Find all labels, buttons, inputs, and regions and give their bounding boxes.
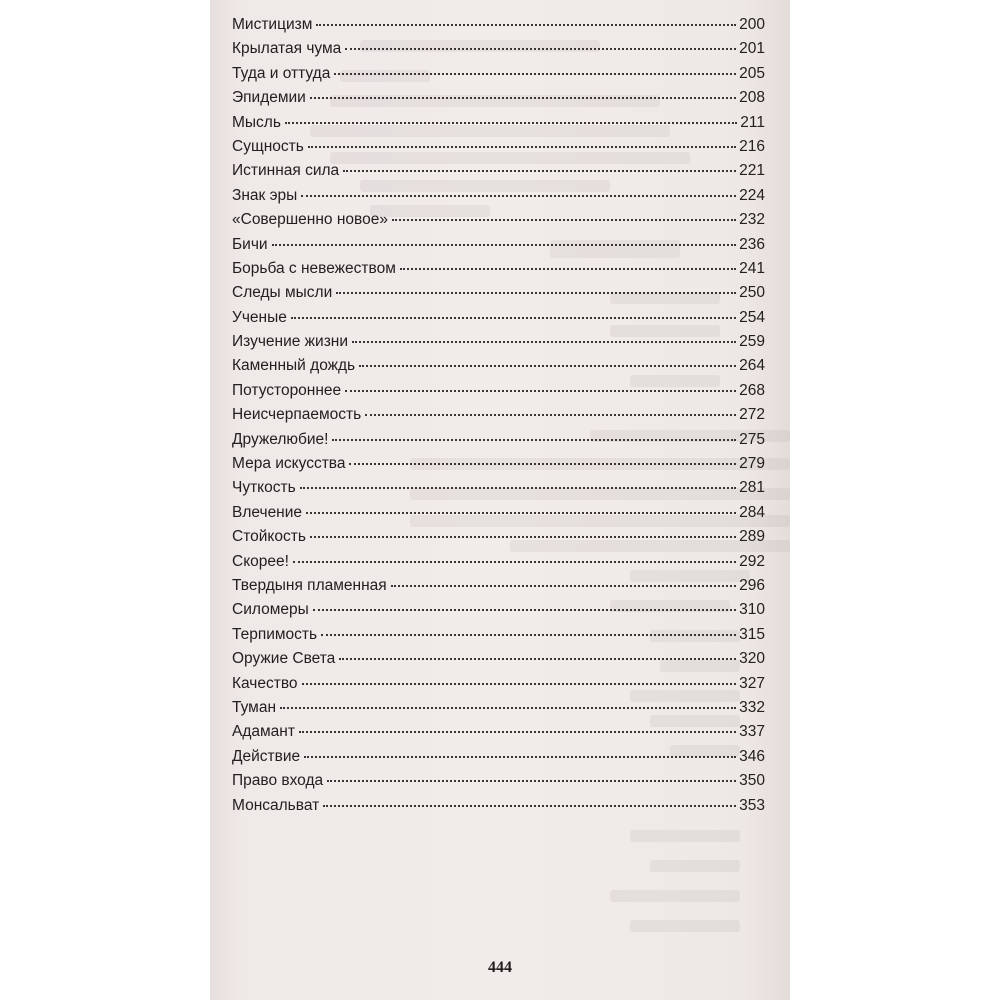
toc-entry-page: 254 xyxy=(739,308,765,326)
toc-entry-page: 211 xyxy=(740,113,765,131)
toc-entry-title: Право входа xyxy=(232,772,324,790)
toc-entry-title: Качество xyxy=(232,674,298,692)
dot-leader xyxy=(332,439,736,441)
toc-entry-page: 208 xyxy=(739,89,765,107)
toc-entry-title: Туман xyxy=(232,698,277,716)
toc-entry-page: 296 xyxy=(739,576,765,594)
toc-entry xyxy=(232,211,765,235)
toc-entry-page: 232 xyxy=(739,211,765,229)
toc-entry-page: 221 xyxy=(739,162,765,180)
toc-entry xyxy=(232,431,765,455)
toc-entry xyxy=(232,357,765,381)
toc-entry-page: 320 xyxy=(739,650,765,668)
toc-entry-title: Мистицизм xyxy=(232,16,313,33)
toc-entry-page: 346 xyxy=(739,747,765,765)
toc-entry-title: Неисчерпаемость xyxy=(232,406,362,424)
toc-entry xyxy=(232,601,765,625)
dot-leader xyxy=(339,658,736,660)
toc-entry-title: Эпидемии xyxy=(232,89,306,107)
toc-entry xyxy=(232,772,765,796)
toc-entry xyxy=(232,748,765,772)
toc-entry xyxy=(232,65,765,89)
toc-entry xyxy=(232,138,765,162)
dot-leader xyxy=(293,561,736,563)
toc-entry-title: Потустороннее xyxy=(232,381,342,399)
toc-entry-page: 353 xyxy=(739,796,765,814)
dot-leader xyxy=(306,512,736,514)
toc-entry xyxy=(232,260,765,284)
toc-entry-title: Силомеры xyxy=(232,601,309,619)
dot-leader xyxy=(345,390,736,392)
toc-entry-page: 250 xyxy=(739,284,765,302)
dot-leader xyxy=(343,170,736,172)
toc-entry-title: Адамант xyxy=(232,723,295,741)
toc-entry-title: «Совершенно новое» xyxy=(232,211,388,229)
dot-leader xyxy=(291,317,736,319)
toc-entry xyxy=(232,187,765,211)
dot-leader xyxy=(359,365,736,367)
toc-entry-page: 292 xyxy=(739,552,765,570)
toc-entry-page: 327 xyxy=(739,674,765,692)
toc-entry-title: Знак эры xyxy=(232,186,298,204)
toc-entry-page: 259 xyxy=(739,333,765,351)
toc-entry-title: Дружелюбие! xyxy=(232,430,329,448)
toc-entry xyxy=(232,479,765,503)
toc-entry xyxy=(232,382,765,406)
dot-leader xyxy=(327,780,736,782)
toc-entry-page: 264 xyxy=(739,357,765,375)
toc-entry-page: 350 xyxy=(739,772,765,790)
toc-entry xyxy=(232,553,765,577)
dot-leader xyxy=(301,195,736,197)
toc-entry-page: 284 xyxy=(739,503,765,521)
dot-leader xyxy=(299,731,736,733)
toc-entry-page: 281 xyxy=(739,479,765,497)
dot-leader xyxy=(280,707,736,709)
toc-entry-page: 272 xyxy=(739,406,765,424)
toc-entry-title: Монсальват xyxy=(232,796,320,814)
dot-leader xyxy=(392,219,736,221)
toc-entry-page: 241 xyxy=(739,259,765,277)
toc-entry-title: Твердыня пламенная xyxy=(232,576,387,594)
toc-entry-title: Изучение жизни xyxy=(232,333,349,351)
toc-entry-page: 268 xyxy=(739,381,765,399)
toc-entry-title: Мера искусства xyxy=(232,455,346,473)
toc-entry xyxy=(232,504,765,528)
dot-leader xyxy=(316,24,736,26)
toc-entry-title: Истинная сила xyxy=(232,162,340,180)
toc-entry-title: Сущность xyxy=(232,137,304,155)
dot-leader xyxy=(304,756,736,758)
toc-entry-title: Следы мысли xyxy=(232,284,333,302)
toc-entry-page: 275 xyxy=(739,430,765,448)
book-page xyxy=(210,0,790,1000)
dot-leader xyxy=(349,463,736,465)
toc-entry-page: 224 xyxy=(739,186,765,204)
dot-leader xyxy=(302,683,737,685)
toc-entry-page: 201 xyxy=(739,40,765,58)
toc-entry-title: Ученые xyxy=(232,308,287,326)
toc-entry xyxy=(232,236,765,260)
toc-entry-title: Борьба с невежеством xyxy=(232,259,396,277)
toc-entry xyxy=(232,675,765,699)
toc-entry-title: Действие xyxy=(232,747,301,765)
dot-leader xyxy=(313,609,736,611)
toc-entry xyxy=(232,333,765,357)
dot-leader xyxy=(336,292,736,294)
toc-entry xyxy=(232,89,765,113)
toc-entry-title: Бичи xyxy=(232,235,268,253)
dot-leader xyxy=(310,536,736,538)
dot-leader xyxy=(352,341,736,343)
dot-leader xyxy=(400,268,736,270)
dot-leader xyxy=(300,487,736,489)
toc-entry-title: Скорее! xyxy=(232,552,289,570)
toc-entry-title: Мысль xyxy=(232,113,281,131)
table-of-contents xyxy=(232,16,765,821)
dot-leader xyxy=(334,73,736,75)
dot-leader xyxy=(365,414,736,416)
toc-entry-page: 332 xyxy=(739,698,765,716)
toc-entry-page: 310 xyxy=(739,601,765,619)
toc-entry xyxy=(232,528,765,552)
toc-entry xyxy=(232,577,765,601)
dot-leader xyxy=(391,585,736,587)
toc-entry-title: Стойкость xyxy=(232,528,306,546)
toc-entry xyxy=(232,699,765,723)
dot-leader xyxy=(272,244,737,246)
toc-entry-page: 200 xyxy=(739,16,765,33)
dot-leader xyxy=(345,48,736,50)
page-number: 444 xyxy=(488,959,512,976)
toc-entry-title: Оружие Света xyxy=(232,650,336,668)
toc-entry-page: 279 xyxy=(739,455,765,473)
toc-entry xyxy=(232,797,765,821)
toc-entry xyxy=(232,406,765,430)
toc-entry-page: 236 xyxy=(739,235,765,253)
toc-entry-title: Крылатая чума xyxy=(232,40,342,58)
toc-entry-title: Туда и оттуда xyxy=(232,64,331,82)
toc-entry-page: 289 xyxy=(739,528,765,546)
toc-entry xyxy=(232,284,765,308)
dot-leader xyxy=(323,805,736,807)
toc-entry-title: Терпимость xyxy=(232,625,318,643)
toc-entry-title: Чуткость xyxy=(232,479,296,497)
toc-entry xyxy=(232,723,765,747)
toc-entry xyxy=(232,309,765,333)
toc-entry-page: 315 xyxy=(739,625,765,643)
toc-entry xyxy=(232,162,765,186)
toc-entry-page: 337 xyxy=(739,723,765,741)
dot-leader xyxy=(285,122,737,124)
toc-entry xyxy=(232,114,765,138)
toc-entry-page: 205 xyxy=(739,64,765,82)
dot-leader xyxy=(310,97,736,99)
toc-entry xyxy=(232,455,765,479)
dot-leader xyxy=(308,146,736,148)
toc-entry-page: 216 xyxy=(739,137,765,155)
toc-entry xyxy=(232,16,765,40)
toc-entry-title: Каменный дождь xyxy=(232,357,356,375)
toc-entry-title: Влечение xyxy=(232,503,303,521)
toc-entry xyxy=(232,650,765,674)
toc-entry xyxy=(232,40,765,64)
dot-leader xyxy=(321,634,736,636)
toc-entry xyxy=(232,626,765,650)
